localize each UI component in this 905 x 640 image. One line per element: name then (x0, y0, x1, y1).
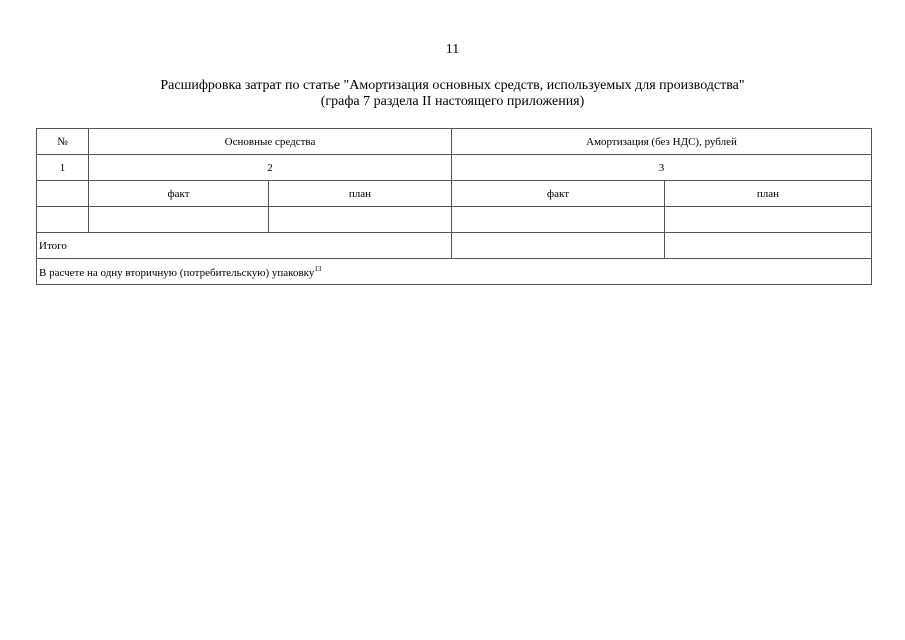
title-line-1: Расшифровка затрат по статье "Амортизация основных средств, используемых для производства" (160, 78, 745, 93)
header-assets: Основные средства (89, 129, 452, 155)
per-unit-footnote-marker: 13 (314, 264, 322, 273)
depreciation-fact-header: факт (452, 181, 665, 207)
total-label: Итого (37, 233, 452, 259)
title-line-2: (графа 7 раздела II настоящего приложения) (320, 94, 585, 109)
column-number-1: 1 (37, 155, 89, 181)
assets-fact-header: факт (89, 181, 269, 207)
total-depreciation-fact-cell[interactable] (452, 233, 665, 259)
data-number-cell[interactable] (37, 207, 89, 233)
total-depreciation-plan-cell[interactable] (665, 233, 872, 259)
column-number-2: 2 (89, 155, 452, 181)
document-title (0, 78, 905, 110)
subheader-empty (37, 181, 89, 207)
subheader-row (37, 181, 872, 207)
per-unit-row (37, 259, 872, 285)
depreciation-costs-table (36, 128, 872, 285)
header-row (37, 129, 872, 155)
page-number: 11 (445, 42, 460, 57)
data-assets-fact-cell[interactable] (89, 207, 269, 233)
total-row (37, 233, 872, 259)
per-unit-cell (37, 259, 872, 285)
data-depreciation-plan-cell[interactable] (665, 207, 872, 233)
depreciation-plan-header: план (665, 181, 872, 207)
assets-plan-header: план (269, 181, 452, 207)
data-assets-plan-cell[interactable] (269, 207, 452, 233)
data-depreciation-fact-cell[interactable] (452, 207, 665, 233)
header-number: № (37, 129, 89, 155)
data-row (37, 207, 872, 233)
column-number-row (37, 155, 872, 181)
column-number-3: 3 (452, 155, 872, 181)
per-unit-label: В расчете на одну вторичную (потребительскую) упаковку (39, 266, 315, 279)
header-depreciation: Амортизация (без НДС), рублей (452, 129, 872, 155)
